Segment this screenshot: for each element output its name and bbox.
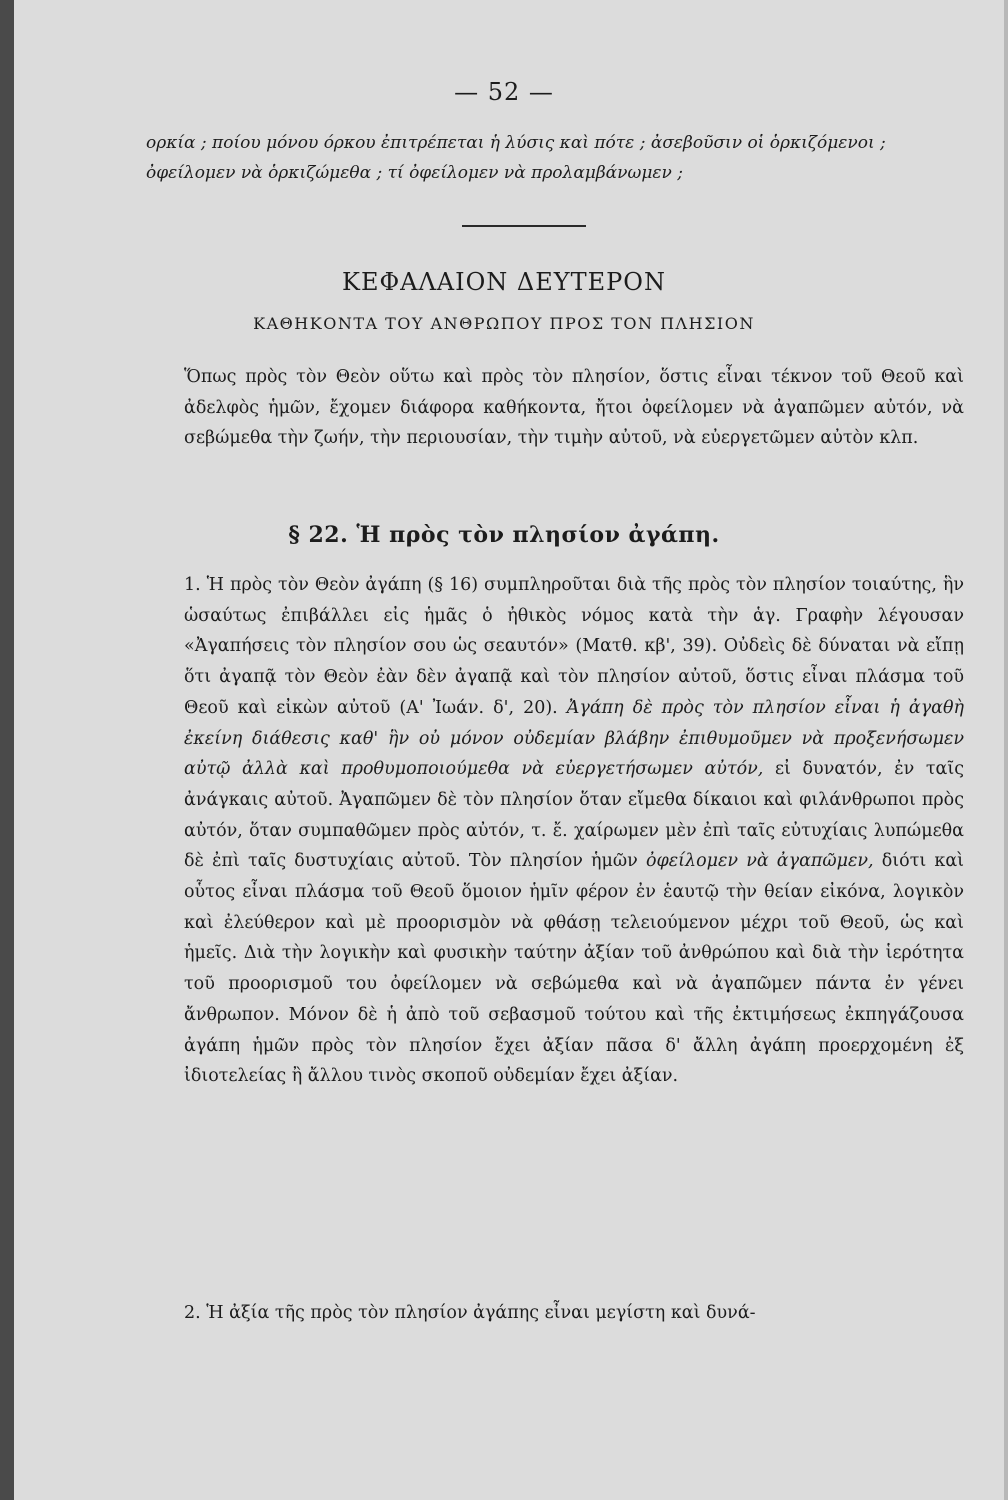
chapter-subtitle: ΚΑΘΗΚΟΝΤΑ ΤΟΥ ΑΝΘΡΩΠΟΥ ΠΡΟΣ ΤΟΝ ΠΛΗΣΙΟΝ <box>253 314 755 333</box>
page-binding-edge <box>0 0 14 1500</box>
chapter-title: ΚΕΦΑΛΑΙΟΝ ΔΕΥΤΕΡΟΝ <box>342 268 666 296</box>
paragraph-1 <box>140 570 964 1092</box>
paragraph-1-italic-phrase: ὀφείλομεν νὰ ἀγαπῶμεν, <box>645 851 874 872</box>
section-heading: § 22. Ἡ πρὸς τὸν πλησίον ἀγάπη. <box>288 522 720 548</box>
paragraph-1-text-c: διότι καὶ οὗτος εἶναι πλάσμα τοῦ Θεοῦ ὅμοιον ἡμῖν φέρον ἐν ἑαυτῷ τὴν θείαν εἰκόνα, λογικὸν καὶ ἐλεύθερον καὶ μὲ προορισμὸν νὰ φθάσῃ τελειούμενον μέχρι τοῦ Θεοῦ, ὡς καὶ ἡμεῖς. Διὰ τὴν λογικὴν καὶ φυσικὴν ταύτην ἀξίαν τοῦ ἀνθρώπου καὶ διὰ τὴν ἱερότητα τοῦ προορισμοῦ του ὀφείλομεν νὰ σεβώμεθα καὶ νὰ ἀγαπῶμεν πάντα ἐν γένει ἄνθρωπον. Μόνον δὲ ἡ ἀπὸ τοῦ σεβασμοῦ τούτου καὶ τῆς ἐκτιμήσεως ἐκπηγάζουσα ἀγάπη ἡμῶν πρὸς τὸν πλησίον ἔχει ἀξίαν πᾶσα δ' ἄλλη ἀγάπη προερχομένη ἐξ ἰδιοτελείας ἢ ἄλλου τινὸς σκοποῦ οὐδεμίαν ἔχει ἀξίαν. <box>184 851 965 1087</box>
paragraph-1-text-a: 1. Ἡ πρὸς τὸν Θεὸν ἀγάπη (§ 16) συμπληροῦται διὰ τῆς πρὸς τὸν πλησίον τοιαύτης, ἣν ὡσαύτως ἐπιβάλλει εἰς ἡμᾶς ὁ ἠθικὸς νόμος κατὰ τὴν ἁγ. Γραφὴν λέγουσαν «Ἀγαπήσεις τὸν πλησίον σου ὡς σεαυτόν» (Ματθ. κβ', 39). Οὐδεὶς δὲ δύναται νὰ εἴπῃ ὅτι ἀγαπᾷ τὸν Θεὸν ἐὰν δὲν ἀγαπᾷ καὶ τὸν πλησίον αὐτοῦ, ὅστις εἶναι πλάσμα τοῦ Θεοῦ καὶ εἰκὼν αὐτοῦ (Α' Ἰωάν. δ', 20). <box>184 575 964 718</box>
divider-rule <box>462 225 586 227</box>
paragraph-2: 2. Ἡ ἀξία τῆς πρὸς τὸν πλησίον ἀγάπης εἶναι μεγίστη καὶ δυνά- <box>184 1303 756 1323</box>
intro-question-text: ορκία ; ποίου μόνου όρκου ἐπιτρέπεται ἡ λύσις καὶ πότε ; ἀσεβοῦσιν οἱ ὁρκιζόμενοι ; ὀφείλομεν νὰ ὁρκιζώμεθα ; τί ὀφείλομεν νὰ προλαμβάνωμεν ; <box>146 133 886 183</box>
page-number: — 52 — <box>454 78 554 106</box>
paragraph-1-definition-italic: Ἀγάπη δὲ πρὸς τὸν πλησίον εἶναι ἡ ἀγαθὴ ἐκείνη διάθεσις καθ' ἣν οὐ μόνον οὐδεμίαν βλάβην ἐπιθυμοῦμεν νὰ προξενήσωμεν αὐτῷ ἀλλὰ καὶ προθυμοποιούμεθα νὰ εὐεργετήσωμεν αὐτόν, <box>184 697 964 780</box>
page-right-edge <box>1004 0 1008 1500</box>
paragraph-1-text-b: εἰ δυνατόν, ἐν ταῖς ἀνάγκαις αὐτοῦ. Ἀγαπῶμεν δὲ τὸν πλησίον ὅταν εἴμεθα δίκαιοι καὶ φιλάνθρωποι πρὸς αὐτόν, ὅταν συμπαθῶμεν πρὸς αὐτόν, τ. ἔ. χαίρωμεν μὲν ἐπὶ ταῖς εὐτυχίαις λυπώμεθα δὲ ἐπὶ ταῖς δυστυχίαις αὐτοῦ. Τὸν πλησίον ἡμῶν <box>184 759 964 872</box>
chapter-intro-paragraph: Ὅπως πρὸς τὸν Θεὸν οὕτω καὶ πρὸς τὸν πλησίον, ὅστις εἶναι τέκνον τοῦ Θεοῦ καὶ ἀδελφὸς ἡμῶν, ἔχομεν διάφορα καθήκοντα, ἤτοι ὀφείλομεν νὰ ἀγαπῶμεν αὐτόν, νὰ σεβώμεθα τὴν ζωήν, τὴν περιουσίαν, τὴν τιμὴν αὐτοῦ, νὰ εὐεργετῶμεν αὐτὸν κλπ. <box>184 367 964 449</box>
